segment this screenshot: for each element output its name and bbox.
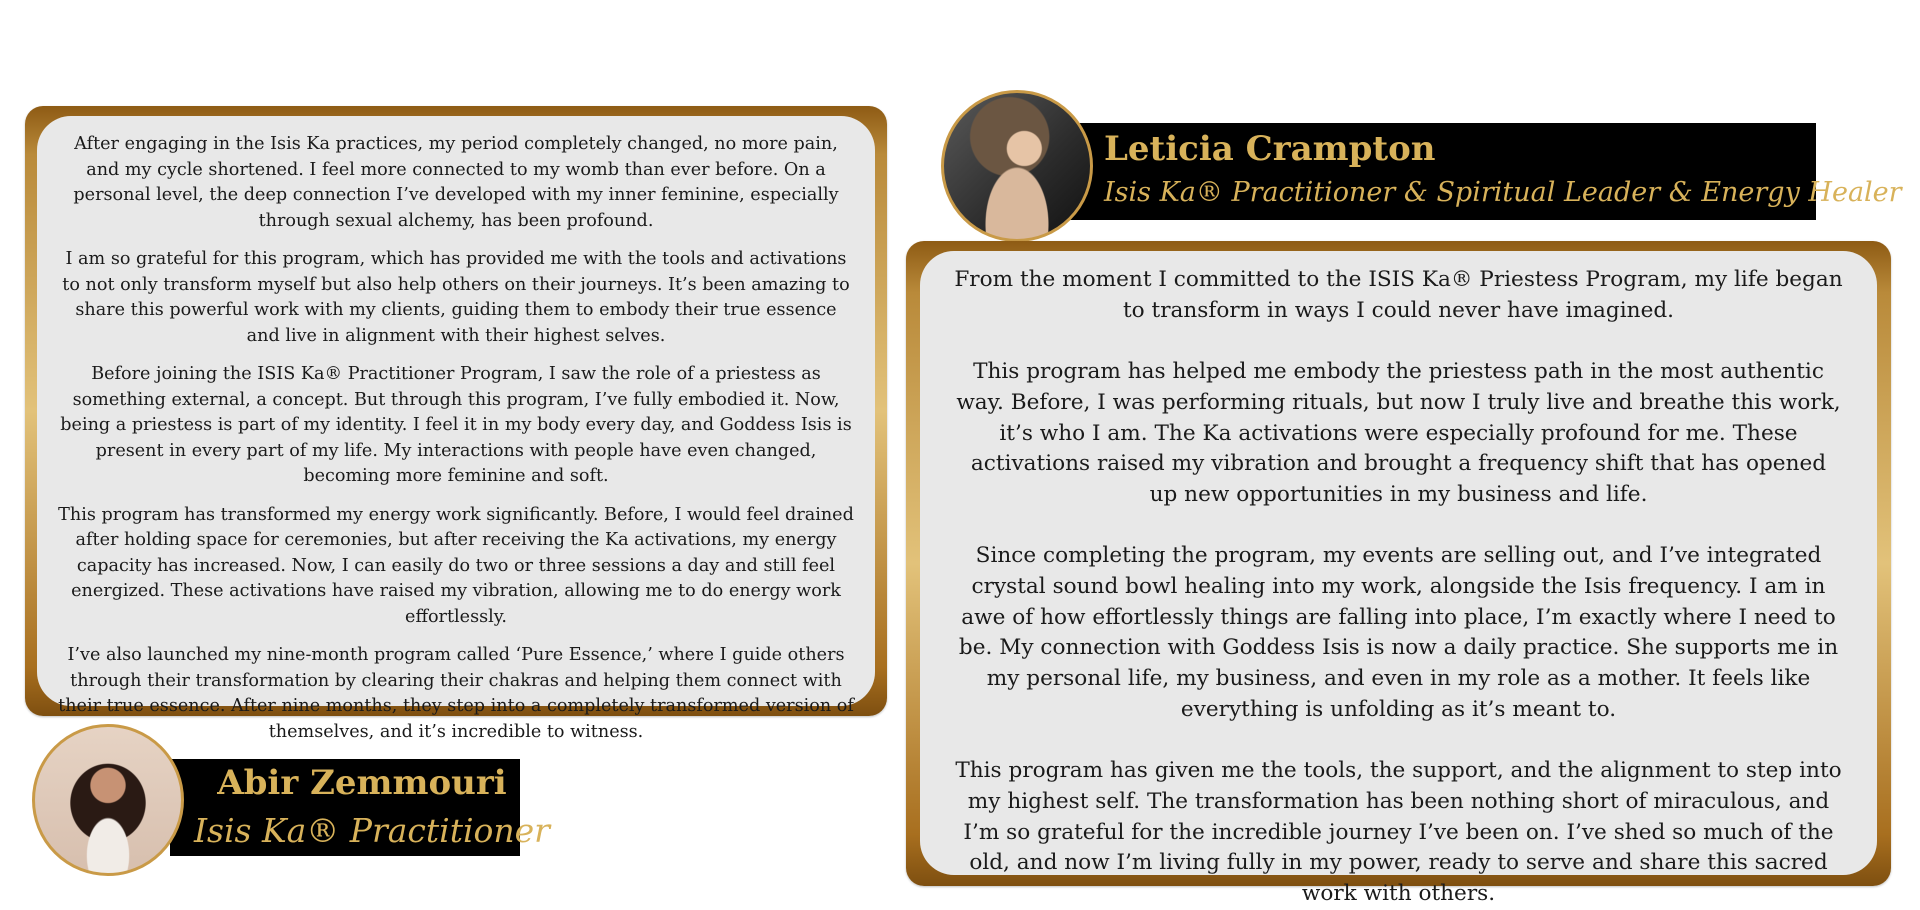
author-plate-leticia bbox=[1050, 123, 1902, 220]
testimonial-paragraph: I am so grateful for this program, which has provided me with the tools and activations to not only transform myself but also help others on their journeys. It’s been amazing to share this powerful work with my clients, guiding them to embody their true essence and live in alignment with their highest selves. bbox=[62, 249, 850, 346]
author-plate-abir bbox=[170, 759, 550, 856]
testimonial-paragraph: Since completing the program, my events are selling out, and I’ve integrated crystal sound bowl healing into my work, alongside the Isis frequency. I am in awe of how effortlessly things are falling into place, I’m exactly where I need to be. My connection with Goddess Isis is now a daily practice. She supports me in my personal life, my business, and even in my role as a mother. It feels like everything is unfolding as it’s meant to. bbox=[958, 543, 1839, 722]
testimonial-card-abir bbox=[25, 106, 887, 742]
author-role: Isis Ka® Practitioner & Spiritual Leader & Energy Healer bbox=[1104, 177, 1902, 208]
avatar-leticia-portrait-icon bbox=[941, 90, 1093, 242]
testimonial-paragraph: This program has transformed my energy work significantly. Before, I would feel drained after holding space for ceremonies, but after receiving the Ka activations, my energy capacity has increased. Now, I can easily do two or three sessions a day and still feel energized. These activations have raised my vibration, allowing me to do energy work effortlessly. bbox=[58, 504, 854, 627]
testimonial-text-box bbox=[37, 116, 875, 742]
avatar-abir-portrait-icon bbox=[32, 724, 184, 876]
testimonial-card-leticia bbox=[906, 241, 1891, 907]
testimonial-paragraph: Before joining the ISIS Ka® Practitioner Program, I saw the role of a priestess as something external, a concept. But through this program, I’ve fully embodied it. Now, being a priestess is part of my identity. I feel it in my body every day, and Goddess Isis is present in every part of my life. My interactions with people have even changed, becoming more feminine and soft. bbox=[60, 364, 852, 486]
testimonial-paragraph: After engaging in the Isis Ka practices, my period completely changed, no more pain, and my cycle shortened. I feel more connected to my womb than ever before. On a personal level, the deep connection I’ve developed with my inner feminine, especially through sexual alchemy, has been profound. bbox=[73, 134, 839, 231]
author-name: Leticia Crampton bbox=[1104, 129, 1436, 169]
testimonial-paragraph: From the moment I committed to the ISIS Ka® Priestess Program, my life began to transform in ways I could never have imagined. bbox=[954, 267, 1843, 323]
author-name: Abir Zemmouri bbox=[217, 763, 507, 803]
testimonial-paragraph: This program has given me the tools, the support, and the alignment to step into my highest self. The transformation has been nothing short of miraculous, and I’m so grateful for the incredible journey I’ve been on. I’ve shed so much of the old, and now I’m living fully in my power, ready to serve and share this sacred work with others. bbox=[955, 758, 1842, 907]
testimonial-text-box bbox=[920, 251, 1877, 907]
testimonial-paragraph: This program has helped me embody the priestess path in the most authentic way. Before, I was performing rituals, but now I truly live and breathe this work, it’s who I am. The Ka activations were especially profound for me. These activations raised my vibration and brought a frequency shift that has opened up new opportunities in my business and life. bbox=[956, 359, 1841, 507]
author-role: Isis Ka® Practitioner bbox=[194, 811, 550, 850]
testimonial-paragraph: I’ve also launched my nine-month program called ‘Pure Essence,’ where I guide others through their transformation by clearing their chakras and helping them connect with their true essence. After nine months, they step into a completely transformed version of themselves, and it’s incredible to witness. bbox=[58, 645, 854, 742]
